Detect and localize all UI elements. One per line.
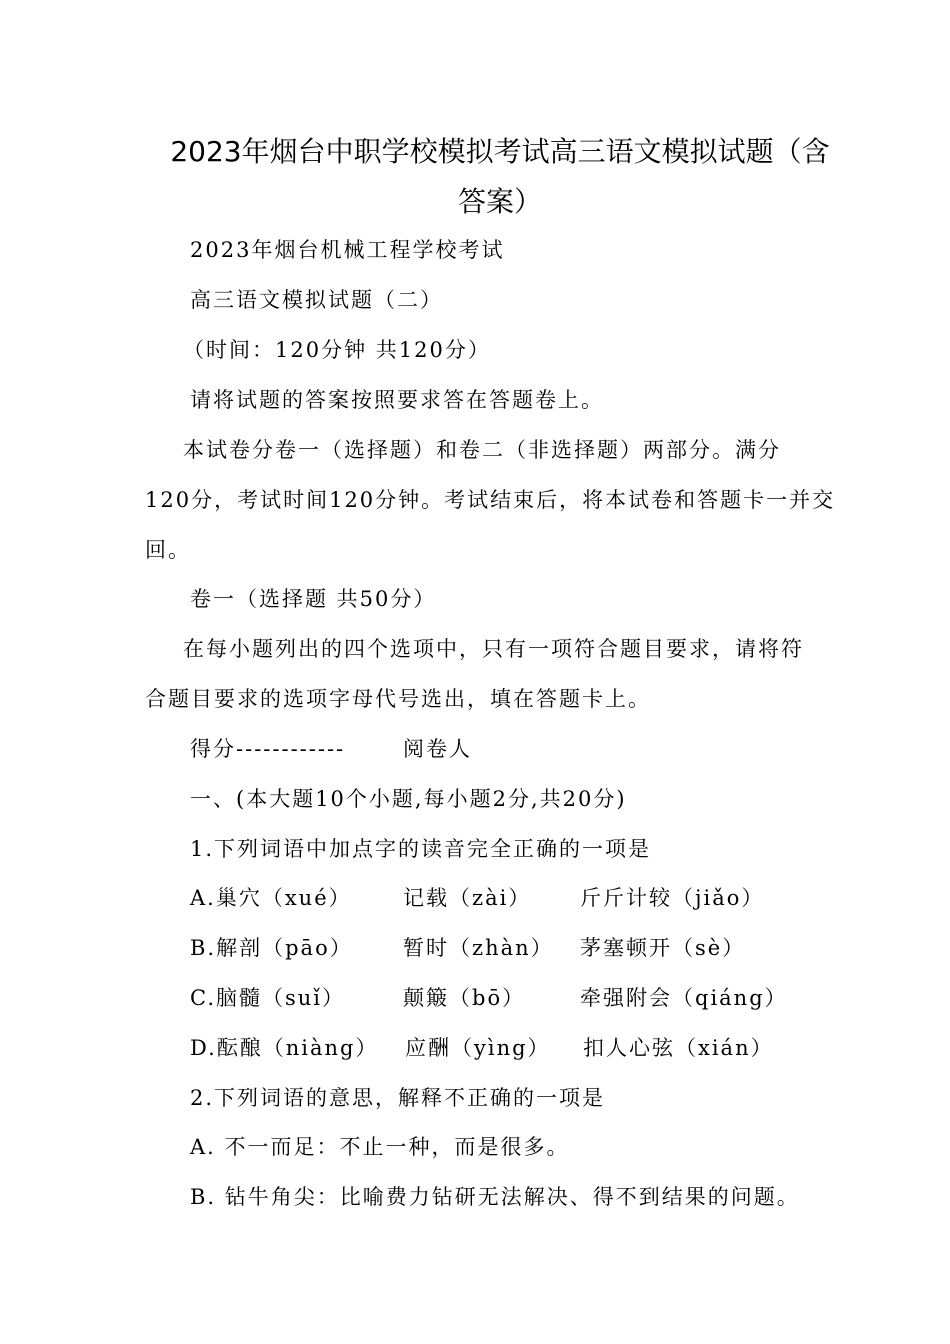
intro-line-2: 120分，考试时间120分钟。考试结束后，将本试卷和答题卡一并交 [145,488,836,512]
q1-option-c-2: 颠簸（bō） [403,986,526,1010]
score-label: 得分------------ [190,737,346,761]
exam-name: 高三语文模拟试题（二） [190,288,443,312]
q2-option-a: A. 不一而足：不止一种，而是很多。 [190,1135,570,1159]
q1-option-a-2: 记载（zài） [403,886,532,910]
q1-option-c-1: C.脑髓（suǐ） [190,986,346,1010]
time-info: （时间：120分钟 共120分） [183,338,491,362]
instruction: 请将试题的答案按照要求答在答题卷上。 [190,388,604,412]
question-1: 1.下列词语中加点字的读音完全正确的一项是 [190,837,652,861]
q1-option-a-1: A.巢穴（xué） [190,886,352,910]
q1-option-b-2: 暂时（zhàn） [403,936,554,960]
reviewer-label: 阅卷人 [403,737,472,761]
volume-1-title: 卷一（选择题 共50分） [190,587,437,611]
q1-option-d-1: D.酝酿（niàng） [190,1036,379,1060]
q1-option-d-3: 扣人心弦（xián） [583,1036,774,1060]
school-name: 2023年烟台机械工程学校考试 [190,238,505,262]
q1-option-d-2: 应酬（yìng） [405,1036,551,1060]
document-title-line-2: 答案） [457,185,542,218]
volume-1-instruction-line-2: 合题目要求的选项字母代号选出，填在答题卡上。 [145,687,651,711]
document-title-line-1: 2023年烟台中职学校模拟考试高三语文模拟试题（含 [170,135,830,168]
q1-option-a-3: 斤斤计较（jiǎo） [580,886,765,910]
q1-option-b-1: B.解剖（pāo） [190,936,353,960]
question-2: 2.下列词语的意思，解释不正确的一项是 [190,1086,606,1110]
intro-line-1: 本试卷分卷一（选择题）和卷二（非选择题）两部分。满分 [183,438,781,462]
section-1-heading: 一、(本大题10个小题,每小题2分,共20分) [190,787,627,811]
q2-option-b: B. 钻牛角尖：比喻费力钻研无法解决、得不到结果的问题。 [190,1185,800,1209]
intro-line-3: 回。 [145,538,191,562]
q1-option-b-3: 茅塞顿开（sè） [580,936,746,960]
q1-option-c-3: 牵强附会（qiáng） [580,986,788,1010]
volume-1-instruction-line-1: 在每小题列出的四个选项中，只有一项符合题目要求，请将符 [183,637,804,661]
